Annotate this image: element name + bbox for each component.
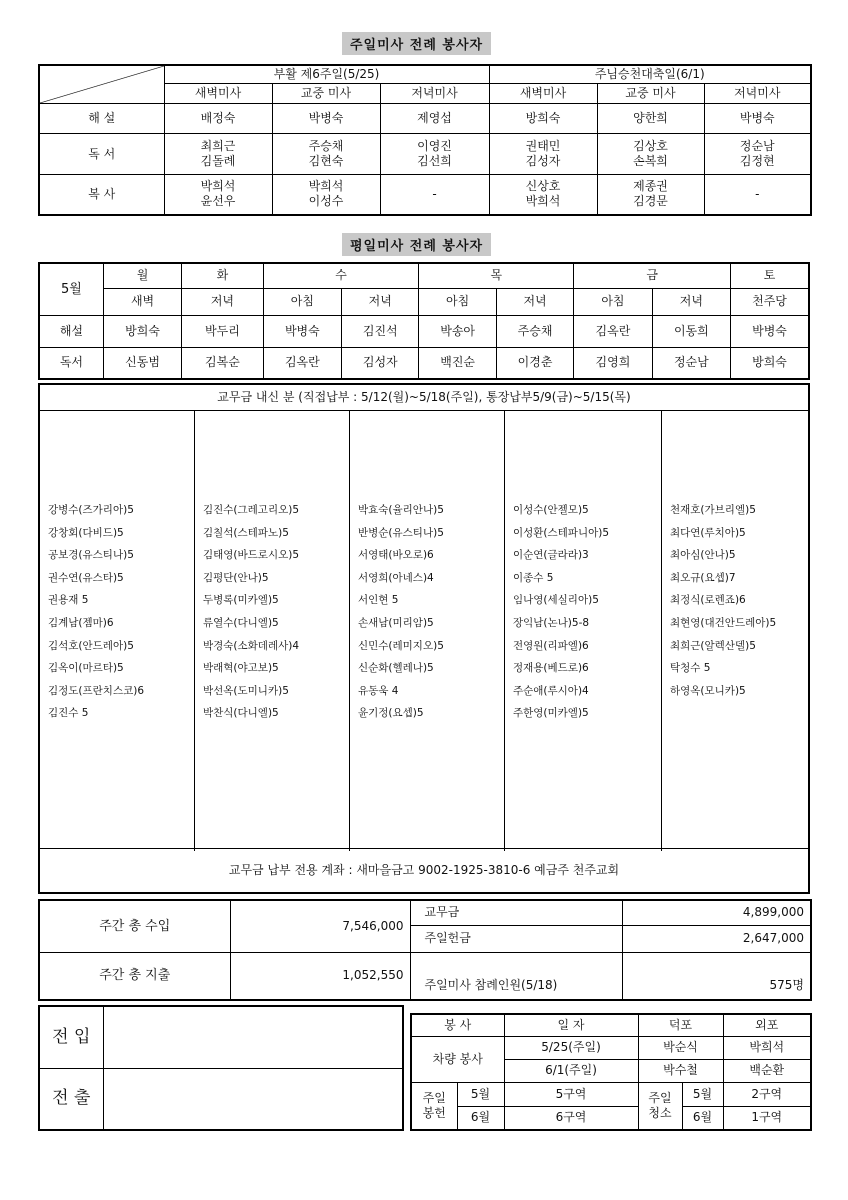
dues-entry: 손새남(미리암)5: [358, 617, 434, 629]
transfer-out-label: 전 출: [39, 1068, 103, 1130]
row-label: 복 사: [39, 174, 164, 215]
dues-entry: 박찬식(다니엘)5: [203, 707, 279, 720]
table-cell: 박송아: [419, 315, 496, 347]
table-cell: 제영섭: [380, 104, 489, 134]
day-header: 토: [731, 263, 809, 288]
table-cell: 권태민 김성자: [489, 134, 597, 175]
weekday-table: [38, 262, 810, 380]
transfer-table: [38, 1005, 404, 1131]
date-header: 일 자: [504, 1014, 638, 1036]
dues-entry: 류열수(다니엘)5: [203, 617, 279, 629]
dues-entry: 최다연(루치아)5: [670, 526, 746, 539]
dues-entry: 정재용(베드로)6: [513, 662, 589, 675]
table-cell: 제종권 김경문: [597, 174, 704, 215]
dues-entry: 박선옥(도미니카)5: [203, 684, 289, 697]
dues-entry: 최현영(대건안드레아)5: [670, 617, 777, 629]
table-cell: -: [704, 174, 811, 215]
dues-entry: 서인현 5: [358, 594, 399, 607]
dues-entry: 김석호(안드레아)5: [48, 639, 134, 652]
dues-columns: [40, 410, 808, 851]
time-header: 저녁: [496, 288, 573, 315]
table-cell: 방희숙: [731, 347, 809, 379]
mass-header: 저녁미사: [704, 83, 811, 103]
income-label: 주간 총 수입: [39, 900, 230, 952]
time-header: 저녁: [342, 288, 419, 315]
sunday-group-1: 부활 제6주일(5/25): [164, 65, 489, 83]
service-table: [410, 1013, 812, 1131]
dues-entry: 최아심(안나)5: [670, 549, 736, 562]
day-header: 수: [263, 263, 419, 288]
cleaning-zone: 2구역: [723, 1082, 811, 1106]
vehicle-deokpo: 박수철: [638, 1059, 723, 1082]
table-cell: -: [380, 174, 489, 215]
table-cell: 이영진 김선희: [380, 134, 489, 175]
vehicle-date: 6/1(주일): [504, 1059, 638, 1082]
dues-entry: 이성수(안젤모)5: [513, 504, 589, 516]
mass-header: 교중 미사: [272, 83, 380, 103]
bongheon-zone: 6구역: [504, 1106, 638, 1130]
dues-entry: 탁청수 5: [670, 662, 711, 675]
dues-entry: 박경숙(소화데레사)4: [203, 639, 300, 652]
row-label: 독 서: [39, 134, 164, 175]
table-cell: 이경춘: [496, 347, 573, 379]
deokpo-header: 덕포: [638, 1014, 723, 1036]
time-header: 저녁: [182, 288, 263, 315]
table-cell: 김성자: [342, 347, 419, 379]
dues-column: [662, 410, 808, 851]
dues-header: 교무금 내신 분 (직접납부 : 5/12(월)~5/18(주일), 통장납부5/9(금)~5/15(목): [40, 385, 808, 411]
table-cell: 백진순: [419, 347, 496, 379]
row-label: 해 설: [39, 104, 164, 134]
dues-entry: 이순연(글라라)3: [513, 549, 589, 562]
dues-entry: 윤기정(요셉)5: [358, 707, 424, 720]
bongheon-month: 6월: [457, 1106, 504, 1130]
dues-entry: 전영원(리파엘)6: [513, 639, 589, 652]
dues-entry: 강창회(다비드)5: [48, 526, 124, 539]
table-cell: 최희근 김돌례: [164, 134, 272, 175]
month-cell: 5월: [39, 263, 103, 315]
row-label: 독서: [39, 347, 103, 379]
table-cell: 방희숙: [489, 104, 597, 134]
table-cell: 김진석: [342, 315, 419, 347]
table-cell: 김영희: [574, 347, 652, 379]
transfer-in-value: [103, 1006, 403, 1068]
sunday-title: 주일미사 전례 봉사자: [342, 32, 491, 55]
table-cell: 방희숙: [103, 315, 181, 347]
transfer-out-value: [103, 1068, 403, 1130]
bongheon-zone: 5구역: [504, 1082, 638, 1106]
vehicle-date: 5/25(주일): [504, 1036, 638, 1059]
dues-entry: 김태영(바드로시오)5: [203, 549, 300, 562]
sunday-group-2: 주님승천대축일(6/1): [489, 65, 811, 83]
table-cell: 박병숙: [704, 104, 811, 134]
time-header: 새벽: [103, 288, 181, 315]
day-header: 월: [103, 263, 181, 288]
dues-column: [350, 410, 505, 851]
dues-column: [40, 410, 195, 851]
dues-entry: 최희근(알렉산델)5: [670, 639, 756, 652]
dues-column: [505, 410, 662, 851]
cash-value: 2,647,000: [622, 925, 811, 952]
table-cell: 신동범: [103, 347, 181, 379]
dues-entry: 두병록(미카엘)5: [203, 594, 279, 607]
vehicle-label: 차량 봉사: [411, 1036, 504, 1082]
cleaning-month: 6월: [682, 1106, 723, 1130]
table-cell: 김옥란: [263, 347, 341, 379]
time-header: 저녁: [652, 288, 730, 315]
table-cell: 이동희: [652, 315, 730, 347]
dues-entry: 임나영(세실리아)5: [513, 594, 599, 607]
dues-entry: 이성환(스테파니아)5: [513, 526, 610, 539]
vehicle-deokpo: 박순식: [638, 1036, 723, 1059]
dues-entry: 유동욱 4: [358, 684, 399, 697]
dues-account: 교무금 납부 전용 계좌 : 새마을금고 9002-1925-3810-6 예금주 천주교회: [40, 848, 808, 892]
dues-entry: 김옥이(마르타)5: [48, 662, 124, 675]
dues-value: 4,899,000: [622, 900, 811, 925]
dues-entry: 서영희(아네스)4: [358, 571, 434, 584]
dues-entry: 김계남(젬마)6: [48, 617, 114, 629]
expense-label: 주간 총 지출: [39, 952, 230, 1000]
dues-entry: 김평단(안나)5: [203, 571, 269, 584]
dues-entry: 최오규(요셉)7: [670, 571, 736, 584]
finance-table: [38, 899, 812, 1001]
mass-header: 새벽미사: [164, 83, 272, 103]
dues-entry: 이종수 5: [513, 571, 554, 584]
dues-entry: 장익남(논나)5-8: [513, 617, 590, 629]
transfer-in-label: 전 입: [39, 1006, 103, 1068]
dues-entry: 반병순(유스티나)5: [358, 526, 444, 539]
mass-header: 교중 미사: [597, 83, 704, 103]
table-cell: 정순남 김정현: [704, 134, 811, 175]
dues-label: 교무금: [410, 900, 622, 925]
dues-entry: 김정도(프란치스코)6: [48, 684, 145, 697]
cleaning-label: 주일 청소: [638, 1082, 682, 1130]
table-cell: 김복순: [182, 347, 263, 379]
dues-entry: 박효숙(율리안나)5: [358, 504, 444, 516]
dues-entry: 천재호(가브리엘)5: [670, 504, 756, 516]
mass-header: 저녁미사: [380, 83, 489, 103]
dues-entry: 권수연(유스타)5: [48, 571, 124, 584]
table-cell: 배정숙: [164, 104, 272, 134]
table-cell: 박병숙: [731, 315, 809, 347]
mass-header: 새벽미사: [489, 83, 597, 103]
dues-section: [38, 383, 810, 894]
dues-column: [195, 410, 350, 851]
table-cell: 박희석 이성수: [272, 174, 380, 215]
table-cell: 박병숙: [272, 104, 380, 134]
time-header: 아침: [263, 288, 341, 315]
dues-entry: 주순애(루시아)4: [513, 684, 589, 697]
cleaning-month: 5월: [682, 1082, 723, 1106]
attendance-label: 주일미사 참례인원(5/18): [410, 952, 622, 1000]
weekday-title: 평일미사 전례 봉사자: [342, 233, 491, 256]
cleaning-zone: 1구역: [723, 1106, 811, 1130]
day-header: 화: [182, 263, 263, 288]
table-cell: 신상호 박희석: [489, 174, 597, 215]
time-header: 아침: [419, 288, 496, 315]
dues-entry: 김칠석(스테파노)5: [203, 526, 289, 539]
bongheon-label: 주일 봉헌: [411, 1082, 457, 1130]
day-header: 목: [419, 263, 574, 288]
dues-entry: 강병수(즈가리아)5: [48, 504, 134, 516]
time-header: 아침: [574, 288, 652, 315]
table-cell: 박두리: [182, 315, 263, 347]
dues-entry: 하영옥(모니카)5: [670, 684, 746, 697]
dues-entry: 신순화(헬레나)5: [358, 662, 434, 675]
vehicle-oepo: 백순환: [723, 1059, 811, 1082]
table-cell: 김상호 손복희: [597, 134, 704, 175]
cash-label: 주일헌금: [410, 925, 622, 952]
table-cell: 박병숙: [263, 315, 341, 347]
expense-value: 1,052,550: [230, 952, 410, 1000]
day-header: 금: [574, 263, 731, 288]
dues-entry: 서영태(바오로)6: [358, 549, 434, 562]
dues-entry: 김진수(그레고리오)5: [203, 504, 300, 516]
table-cell: 김옥란: [574, 315, 652, 347]
dues-entry: 권용재 5: [48, 594, 89, 607]
table-cell: 정순남: [652, 347, 730, 379]
dues-entry: 신민수(레미지오)5: [358, 639, 444, 652]
income-value: 7,546,000: [230, 900, 410, 952]
service-header: 봉 사: [411, 1014, 504, 1036]
dues-entry: 김진수 5: [48, 707, 89, 720]
dues-entry: 공보경(유스티나)5: [48, 549, 134, 562]
attendance-value: 575명: [622, 952, 811, 1000]
table-cell: 주승채 김현숙: [272, 134, 380, 175]
table-cell: 주승채: [496, 315, 573, 347]
row-label: 해설: [39, 315, 103, 347]
bongheon-month: 5월: [457, 1082, 504, 1106]
oepo-header: 외포: [723, 1014, 811, 1036]
dues-entry: 최정식(로렌죠)6: [670, 594, 746, 607]
dues-entry: 주한영(미카엘)5: [513, 707, 589, 720]
vehicle-oepo: 박희석: [723, 1036, 811, 1059]
time-header: 천주당: [731, 288, 809, 315]
dues-entry: 박래혁(야고보)5: [203, 662, 279, 675]
sunday-table: [38, 64, 812, 216]
table-cell: 박희석 윤선우: [164, 174, 272, 215]
table-cell: 양한희: [597, 104, 704, 134]
diagonal-header-cell: [39, 65, 164, 104]
